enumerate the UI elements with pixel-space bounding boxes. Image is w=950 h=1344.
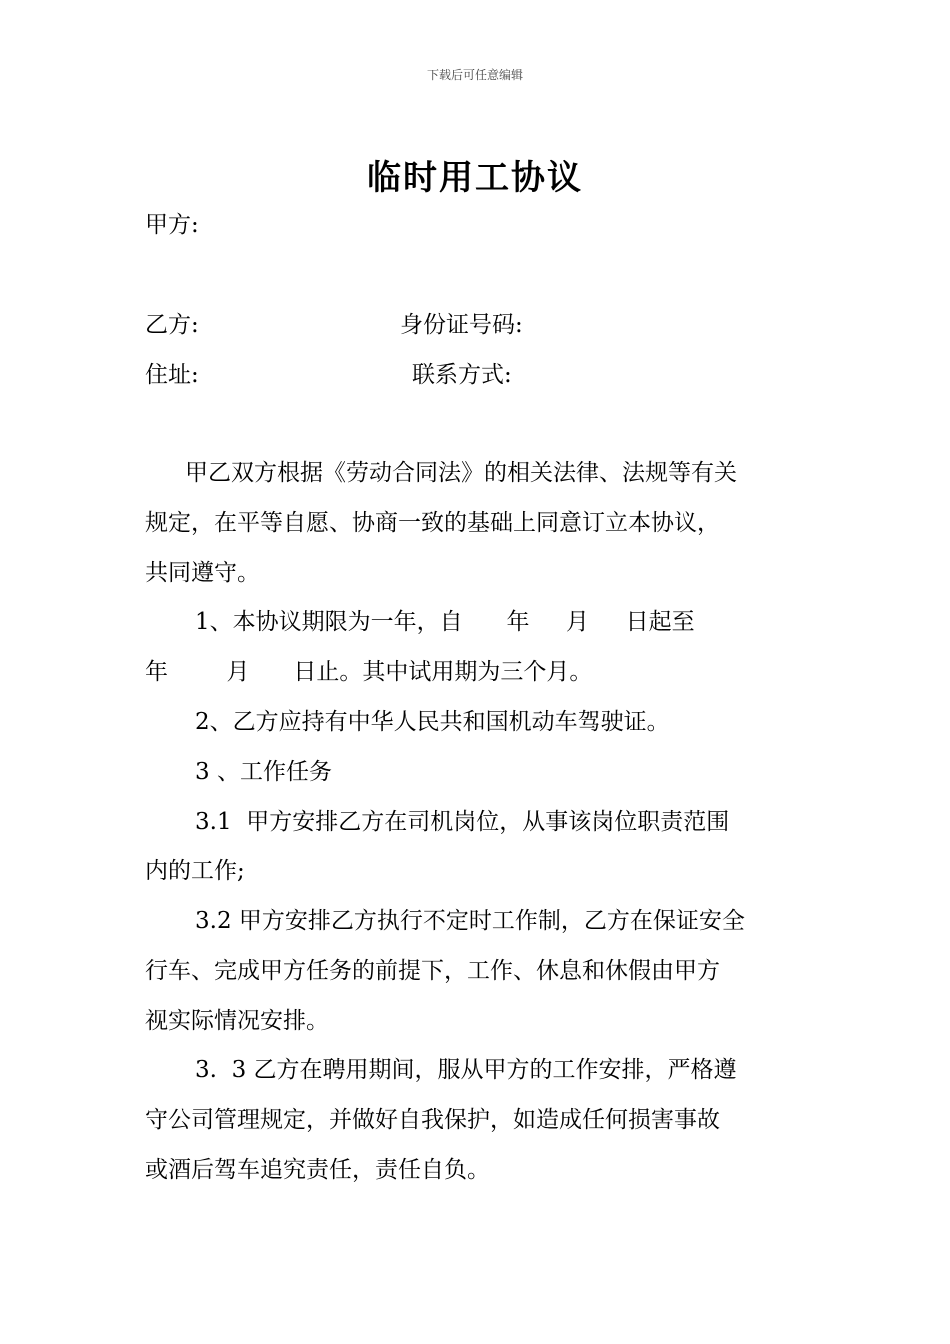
clause-1-line-2: 年 月 日止。其中试用期为三个月。 <box>145 659 593 685</box>
intro-line-2: 规定，在平等自愿、协商一致的基础上同意订立本协议， <box>145 510 720 536</box>
clause-2: 2、乙方应持有中华人民共和国机动车驾驶证。 <box>195 709 670 735</box>
clause-3-1-line-1: 3.1 甲方安排乙方在司机岗位，从事该岗位职责范围 <box>195 809 730 835</box>
clause-3-2-line-2: 行车、完成甲方任务的前提下，工作、休息和休假由甲方 <box>145 958 720 984</box>
intro-line-1: 甲乙双方根据《劳动合同法》的相关法律、法规等有关 <box>185 460 737 486</box>
clause-3-2-line-1: 3.2 甲方安排乙方执行不定时工作制，乙方在保证安全 <box>195 908 745 934</box>
clause-3-3-line-1: 3. 3 乙方在聘用期间，服从甲方的工作安排，严格遵 <box>195 1057 737 1083</box>
address-label: 住址: <box>145 362 199 388</box>
clause-3-1-line-2: 内的工作; <box>145 858 245 884</box>
clause-3-heading: 3 、工作任务 <box>195 759 332 785</box>
clause-1-line-1: 1、本协议期限为一年，自 年 月 日起至 <box>195 609 695 635</box>
intro-line-3: 共同遵守。 <box>145 560 260 586</box>
party-b-label: 乙方: <box>145 312 199 338</box>
contact-label: 联系方式: <box>412 362 512 388</box>
clause-3-3-line-3: 或酒后驾车追究责任，责任自负。 <box>145 1157 490 1183</box>
clause-3-3-line-2: 守公司管理规定，并做好自我保护，如造成任何损害事故 <box>145 1107 720 1133</box>
clause-3-2-line-3: 视实际情况安排。 <box>145 1008 329 1034</box>
id-number-label: 身份证号码: <box>400 312 523 338</box>
header-note: 下载后可任意编辑 <box>426 68 523 82</box>
party-a-label: 甲方: <box>145 212 199 238</box>
document-title: 临时用工协议 <box>367 158 583 198</box>
